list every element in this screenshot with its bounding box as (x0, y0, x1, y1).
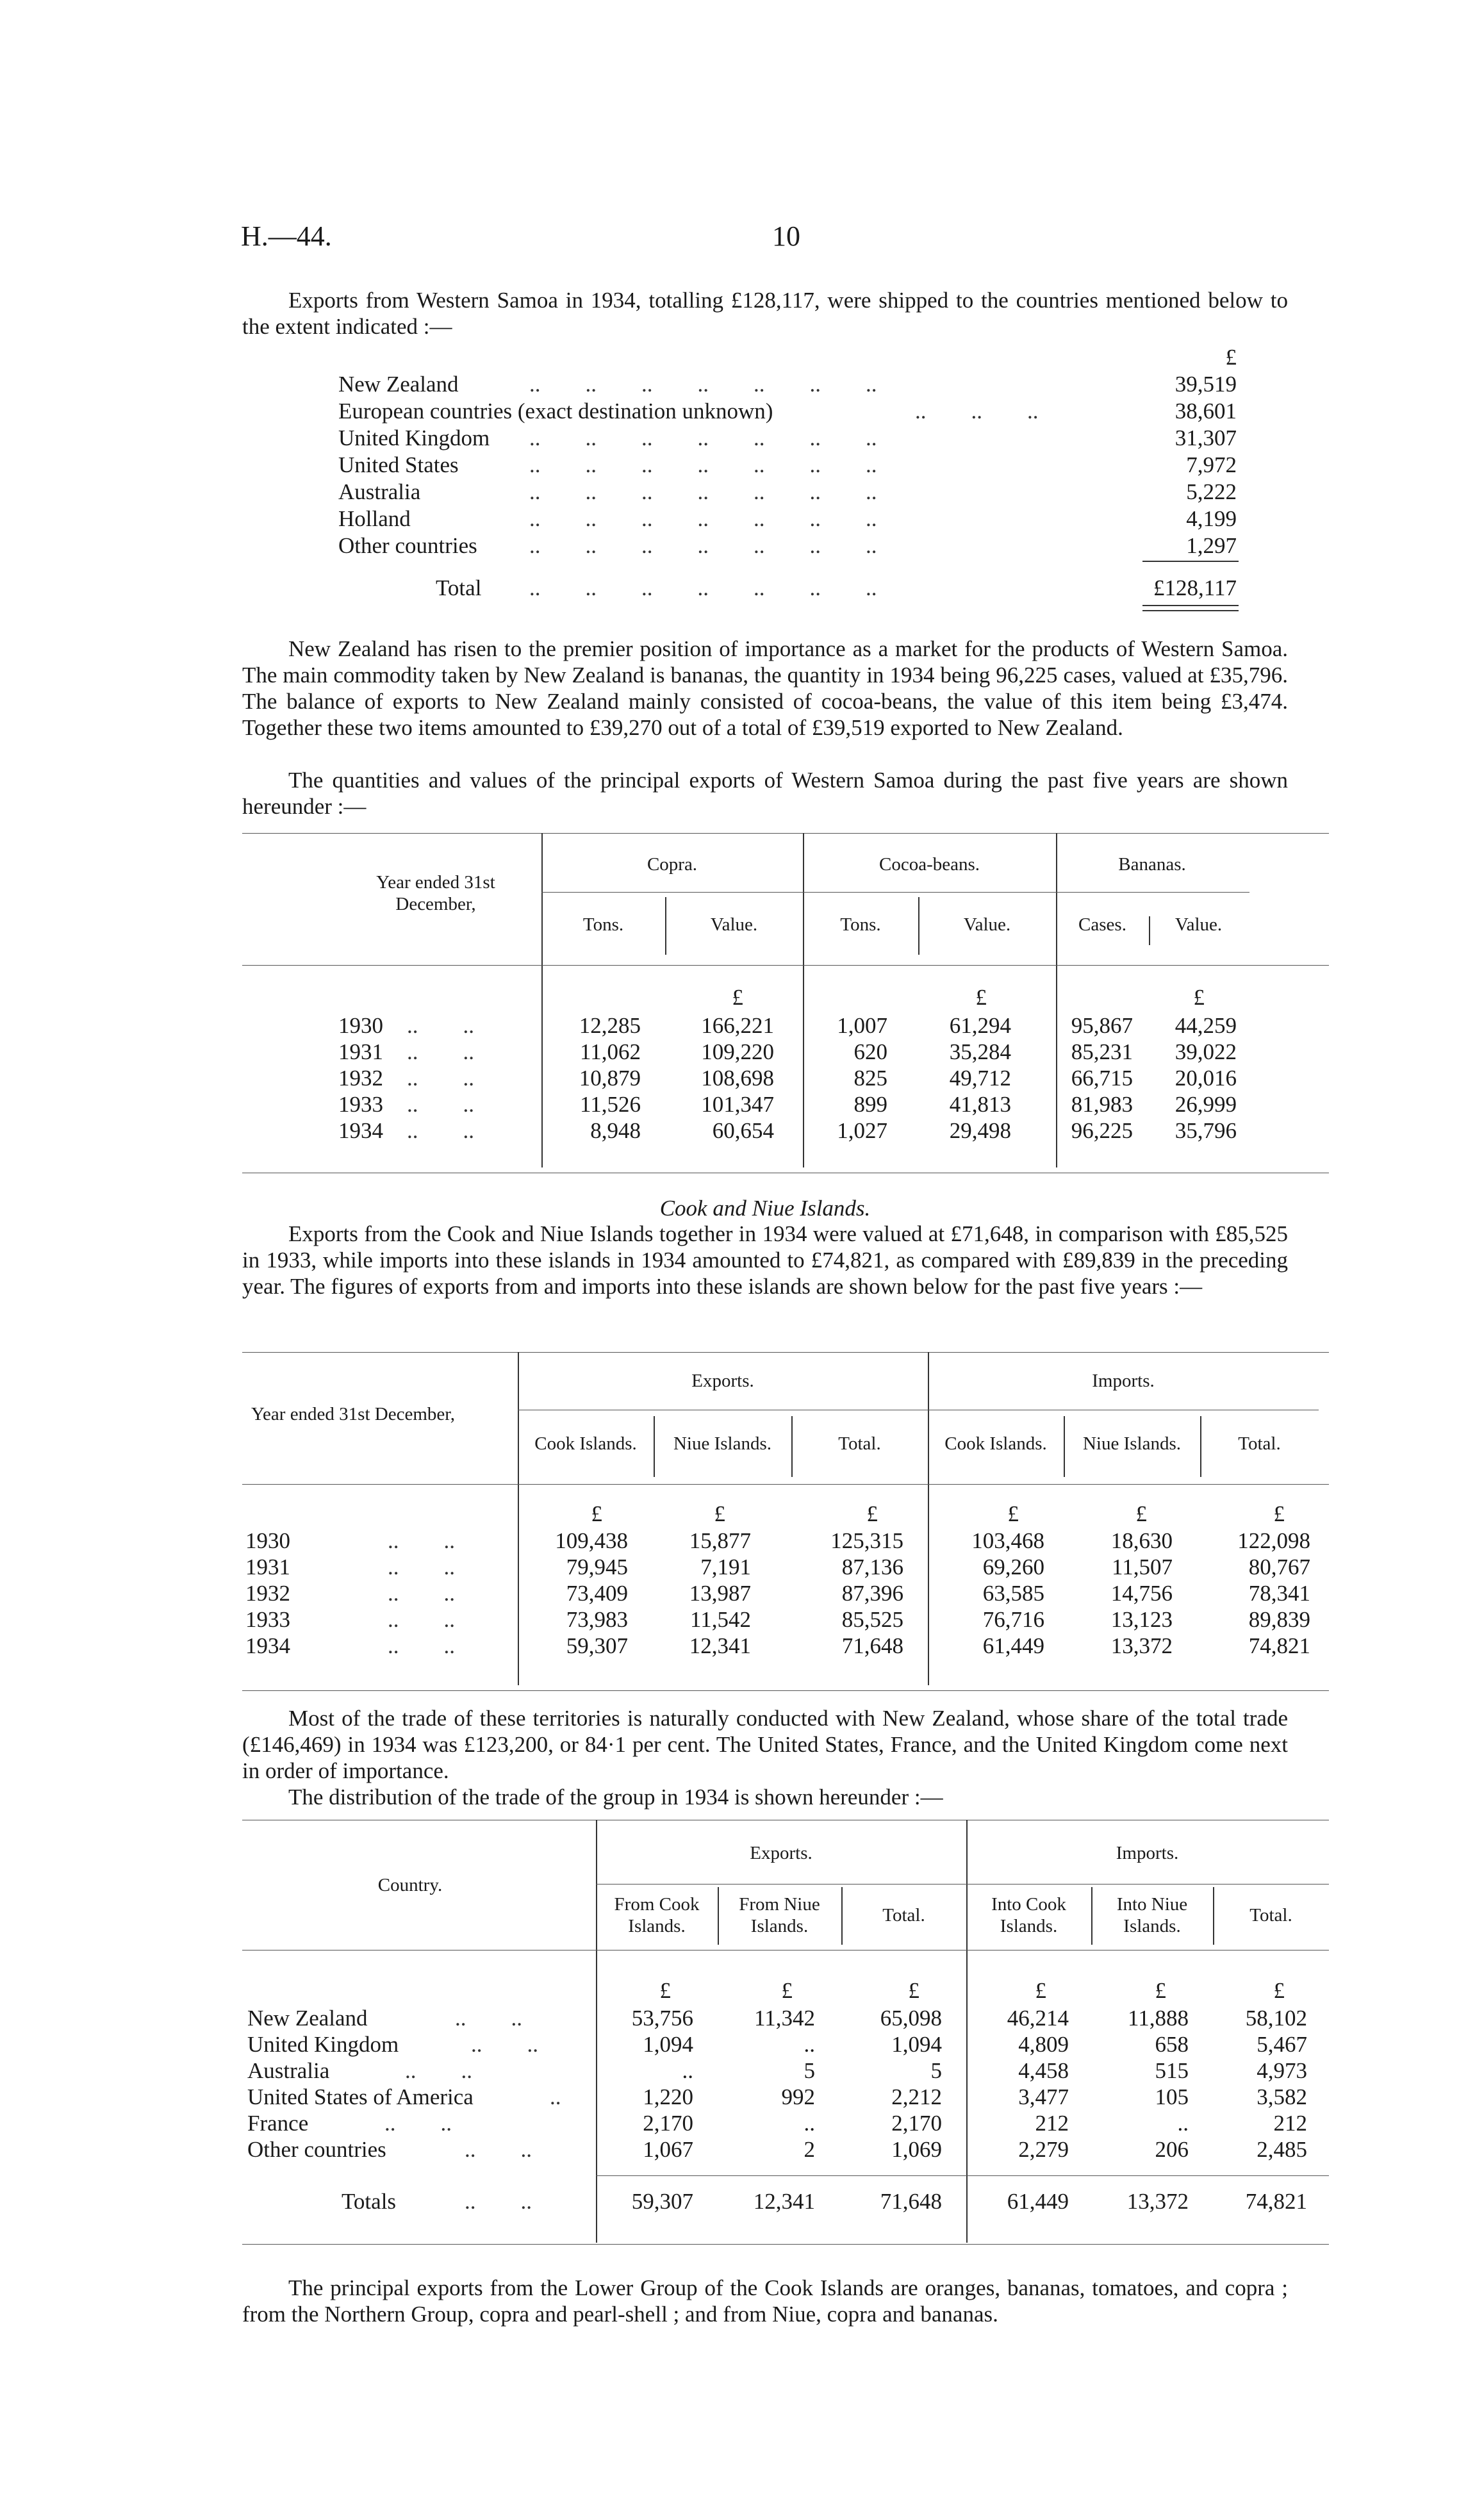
ct-sub-exp-total: Total. (838, 1433, 881, 1454)
samoa-leader-4: .. .. .. .. .. .. .. (529, 479, 877, 504)
pe-cell-1-3: 35,284 (949, 1039, 1011, 1064)
pe-cell-3-0: 11,526 (580, 1092, 641, 1117)
dt-currency-3: £ (1035, 1978, 1046, 2003)
ct-vline-main (518, 1352, 519, 1685)
samoa-leader-0: .. .. .. .. .. .. .. (529, 372, 877, 397)
ct-top-rule (242, 1352, 1329, 1353)
pe-cell-2-0: 10,879 (579, 1066, 641, 1091)
dt-cell-2-3: 4,458 (1018, 2058, 1069, 2083)
dt-total-5: 74,821 (1245, 2189, 1307, 2214)
ct-cell-0-2: 125,315 (830, 1528, 903, 1553)
pe-vline-2 (803, 833, 804, 1167)
dt-group-exports: Exports. (750, 1843, 812, 1863)
total-value: £128,117 (1153, 575, 1237, 600)
dt-cell-5-0: 1,067 (643, 2137, 693, 2162)
dt-cell-3-0: 1,220 (643, 2084, 693, 2109)
ct-cell-3-2: 85,525 (841, 1607, 903, 1632)
dt-currency-0: £ (659, 1978, 671, 2003)
ct-cell-2-2: 87,396 (841, 1581, 903, 1606)
pe-leader-1: .. .. (407, 1039, 474, 1064)
total-leader: .. .. .. .. .. .. .. (529, 575, 877, 600)
pe-group-bananas: Bananas. (1118, 854, 1186, 875)
dt-cell-4-1: .. (804, 2111, 815, 2136)
samoa-value-0: 39,519 (1175, 372, 1237, 397)
cook-niue-heading: Cook and Niue Islands. (659, 1196, 871, 1221)
pe-cell-3-4: 81,983 (1071, 1092, 1133, 1117)
ct-leader-0: .. .. (388, 1528, 455, 1553)
dt-totals-rule (596, 2175, 1329, 2176)
ct-cell-0-1: 15,877 (689, 1528, 751, 1553)
pe-leader-4: .. .. (407, 1118, 474, 1143)
samoa-leader-6: .. .. .. .. .. .. .. (529, 533, 877, 558)
dt-cell-3-4: 105 (1155, 2084, 1189, 2109)
samoa-leader-2: .. .. .. .. .. .. .. (529, 425, 877, 450)
ct-year-1: 1931 (245, 1555, 290, 1579)
dt-leader-4: .. .. (384, 2111, 452, 2136)
samoa-value-5: 4,199 (1186, 506, 1237, 531)
samoa-country-2: United Kingdom (338, 425, 490, 450)
pe-cell-2-5: 20,016 (1175, 1066, 1237, 1091)
samoa-country-1: European countries (exact destination unknown) (338, 399, 773, 424)
dt-total-2: 71,648 (880, 2189, 942, 2214)
ct-vline-mid (928, 1352, 929, 1685)
ct-cell-3-3: 76,716 (982, 1607, 1044, 1632)
dt-cell-5-3: 2,279 (1018, 2137, 1069, 2162)
ct-cell-0-3: 103,468 (971, 1528, 1044, 1553)
pe-cell-2-4: 66,715 (1071, 1066, 1133, 1091)
ct-bottom-rule (242, 1690, 1329, 1691)
dt-group-imports: Imports. (1116, 1843, 1179, 1863)
pe-group-copra: Copra. (647, 854, 698, 875)
dt-total-4: 13,372 (1126, 2189, 1189, 2214)
total-label: Total (436, 575, 482, 600)
pe-vline-copra-split (665, 897, 666, 955)
dt-vline-i1 (1091, 1887, 1092, 1945)
pe-cell-4-3: 29,498 (949, 1118, 1011, 1143)
samoa-value-1: 38,601 (1175, 399, 1237, 424)
dt-country-3: United States of America (247, 2084, 474, 2109)
dt-cell-4-3: 212 (1035, 2111, 1069, 2136)
pe-sub-copra-value: Value. (710, 914, 758, 935)
samoa-currency: £ (1225, 345, 1237, 370)
dt-cell-1-3: 4,809 (1018, 2032, 1069, 2057)
dt-leader-3: .. (550, 2084, 561, 2109)
dt-cell-2-4: 515 (1155, 2058, 1189, 2083)
ct-cell-4-0: 59,307 (566, 1633, 628, 1658)
dt-cell-1-4: 658 (1155, 2032, 1189, 2057)
dt-leader-0: .. .. (455, 2006, 522, 2031)
dt-cell-2-1: 5 (804, 2058, 815, 2083)
ct-cell-3-0: 73,983 (566, 1607, 628, 1632)
dt-sub-into-cook: Into Cook Islands. (991, 1894, 1066, 1936)
ct-sub-imp-total: Total. (1238, 1433, 1281, 1454)
samoa-country-3: United States (338, 452, 459, 477)
pe-cell-0-3: 61,294 (949, 1013, 1011, 1038)
dt-totals-leader: .. .. (465, 2189, 532, 2214)
pe-sub-cocoa-tons: Tons. (840, 914, 881, 935)
quantities-paragraph: The quantities and values of the principal exports of Western Samoa during the past five years are shown hereunder :— (242, 768, 1288, 819)
samoa-value-6: 1,297 (1186, 533, 1237, 558)
dt-cell-1-0: 1,094 (643, 2032, 693, 2057)
pe-year-4: 1934 (338, 1118, 383, 1143)
intro-paragraph: Exports from Western Samoa in 1934, totalling £128,117, were shipped to the countries mentioned below to the extent indicated :— (242, 288, 1288, 339)
pe-cell-4-5: 35,796 (1175, 1118, 1237, 1143)
ct-leader-3: .. .. (388, 1607, 455, 1632)
ct-leader-4: .. .. (388, 1633, 455, 1658)
dt-cell-1-5: 5,467 (1257, 2032, 1307, 2057)
ct-year-4: 1934 (245, 1633, 290, 1658)
ct-cell-3-4: 13,123 (1110, 1607, 1173, 1632)
dt-currency-4: £ (1155, 1978, 1166, 2003)
pe-cell-4-1: 60,654 (712, 1118, 774, 1143)
ct-year-header: Year ended 31st December, (251, 1404, 456, 1424)
dt-sub-from-niue: From Niue Islands. (739, 1894, 820, 1936)
page-number: 10 (772, 220, 800, 252)
pe-sub-cocoa-value: Value. (963, 914, 1011, 935)
ct-sub-exp-niue: Niue Islands. (673, 1433, 772, 1454)
dt-country-4: France (247, 2111, 309, 2136)
dt-currency-2: £ (908, 1978, 919, 2003)
pe-vline-1 (541, 833, 543, 1167)
dt-total-1: 12,341 (753, 2189, 815, 2214)
dt-cell-4-2: 2,170 (891, 2111, 942, 2136)
ct-cell-1-5: 80,767 (1248, 1555, 1310, 1579)
samoa-country-5: Holland (338, 506, 411, 531)
pe-cell-3-1: 101,347 (701, 1092, 774, 1117)
ct-vline-i2 (1200, 1416, 1201, 1477)
dt-currency-1: £ (781, 1978, 793, 2003)
dt-vline-i2 (1213, 1887, 1214, 1945)
samoa-value-3: 7,972 (1186, 452, 1237, 477)
samoa-leader-1: .. .. .. (915, 399, 1039, 424)
dt-cell-2-2: 5 (930, 2058, 942, 2083)
ct-sub-exp-cook: Cook Islands. (534, 1433, 637, 1454)
total-double-rule-1 (1142, 605, 1239, 606)
cook-paragraph: Exports from the Cook and Niue Islands together in 1934 were valued at £71,648, in comparison with £85,525 in 1933, while imports into these islands in 1934 amounted to £74,821, as compared with £89,839 in the preceding year. The figures of exports from and imports into these islands are shown below for the past five years :— (242, 1221, 1288, 1299)
dt-cell-0-4: 11,888 (1128, 2006, 1189, 2031)
ct-cell-2-0: 73,409 (566, 1581, 628, 1606)
dt-cell-4-4: .. (1177, 2111, 1189, 2136)
ct-currency-5: £ (1273, 1501, 1285, 1526)
pe-cell-1-4: 85,231 (1071, 1039, 1133, 1064)
pe-year-2: 1932 (338, 1066, 383, 1091)
document-ref: H.—44. (241, 220, 332, 252)
ct-cell-1-0: 79,945 (566, 1555, 628, 1579)
pe-vline-cocoa-split (918, 897, 919, 955)
pe-cell-0-0: 12,285 (579, 1013, 641, 1038)
dt-leader-5: .. .. (465, 2137, 532, 2162)
ct-vline-e1 (654, 1416, 655, 1477)
ct-sub-imp-cook: Cook Islands. (944, 1433, 1047, 1454)
dt-sub-imp-total: Total. (1249, 1905, 1292, 1926)
pe-cell-2-2: 825 (853, 1066, 887, 1091)
ct-year-3: 1933 (245, 1607, 290, 1632)
ct-year-2: 1932 (245, 1581, 290, 1606)
ct-cell-2-4: 14,756 (1110, 1581, 1173, 1606)
pe-sub-banana-cases: Cases. (1078, 914, 1126, 935)
nz-paragraph: New Zealand has risen to the premier position of importance as a market for the products of Western Samoa. The main commodity taken by New Zealand is bananas, the quantity in 1934 being 96,225 cases, valued at £35,796. The balance of exports to New Zealand mainly consisted of cocoa-beans, the value of this item being £3,474. Together these two items amounted to £39,270 out of a total of £39,519 exported to New Zealand. (242, 636, 1288, 740)
samoa-value-4: 5,222 (1186, 479, 1237, 504)
distribution-paragraph: The distribution of the trade of the group in 1934 is shown hereunder :— (288, 1785, 943, 1810)
ct-cell-1-3: 69,260 (982, 1555, 1044, 1579)
dt-cell-5-2: 1,069 (891, 2137, 942, 2162)
dt-cell-0-2: 65,098 (880, 2006, 942, 2031)
ct-year-0: 1930 (245, 1528, 290, 1553)
dt-cell-0-0: 53,756 (631, 2006, 693, 2031)
ct-header-rule (242, 1484, 1329, 1485)
ct-cell-1-4: 11,507 (1112, 1555, 1173, 1579)
total-row (436, 575, 481, 601)
dt-cell-0-5: 58,102 (1245, 2006, 1307, 2031)
samoa-country-0: New Zealand (338, 372, 459, 397)
pe-sub-copra-tons: Tons. (582, 914, 624, 935)
ct-leader-1: .. .. (388, 1555, 455, 1579)
pe-currency-bananas: £ (1193, 985, 1205, 1010)
dt-cell-2-0: .. (682, 2058, 693, 2083)
dt-cell-1-1: .. (804, 2032, 815, 2057)
dt-cell-3-1: 992 (781, 2084, 815, 2109)
dt-cell-5-4: 206 (1155, 2137, 1189, 2162)
dt-total-0: 59,307 (631, 2189, 693, 2214)
pe-cell-4-0: 8,948 (590, 1118, 641, 1143)
dt-leader-1: .. .. (471, 2032, 538, 2057)
pe-leader-2: .. .. (407, 1066, 474, 1091)
dt-vline-e2 (841, 1887, 843, 1945)
pe-currency-copra: £ (732, 985, 743, 1010)
ct-cell-2-1: 13,987 (689, 1581, 751, 1606)
pe-cell-2-1: 108,698 (701, 1066, 774, 1091)
pe-cell-0-1: 166,221 (701, 1013, 774, 1038)
pe-cell-3-3: 41,813 (949, 1092, 1011, 1117)
dt-cell-4-0: 2,170 (643, 2111, 693, 2136)
pe-cell-0-5: 44,259 (1175, 1013, 1237, 1038)
pe-sub-rule (541, 892, 1249, 893)
dt-sub-from-cook: From Cook Islands. (614, 1894, 700, 1936)
pe-top-rule (242, 833, 1329, 834)
samoa-exports-list (0, 0, 1484, 615)
samoa-leader-3: .. .. .. .. .. .. .. (529, 452, 877, 477)
pe-sub-banana-value: Value. (1175, 914, 1223, 935)
ct-currency-1: £ (714, 1501, 725, 1526)
ct-cell-4-2: 71,648 (841, 1633, 903, 1658)
dt-vline-mid (966, 1820, 968, 2243)
pe-year-header: Year ended 31st December, (376, 872, 495, 914)
final-paragraph: The principal exports from the Lower Group of the Cook Islands are oranges, bananas, tomatoes, and copra ; from the Northern Group, copra and pearl-shell ; and from Niue, copra and bananas. (242, 2275, 1288, 2327)
ct-currency-3: £ (1007, 1501, 1019, 1526)
pe-cell-0-2: 1,007 (837, 1013, 887, 1038)
ct-cell-0-5: 122,098 (1237, 1528, 1310, 1553)
ct-cell-0-0: 109,438 (555, 1528, 628, 1553)
pe-vline-banana-split (1149, 916, 1150, 945)
ct-cell-3-5: 89,839 (1248, 1607, 1310, 1632)
dt-total-3: 61,449 (1007, 2189, 1069, 2214)
dt-currency-5: £ (1273, 1978, 1285, 2003)
pe-year-1: 1931 (338, 1039, 383, 1064)
dt-country-1: United Kingdom (247, 2032, 399, 2057)
pe-leader-0: .. .. (407, 1013, 474, 1038)
dt-leader-2: .. .. (405, 2058, 472, 2083)
ct-cell-1-2: 87,136 (841, 1555, 903, 1579)
samoa-country-4: Australia (338, 479, 421, 504)
dt-cell-2-5: 4,973 (1257, 2058, 1307, 2083)
ct-group-exports: Exports. (691, 1371, 754, 1391)
samoa-value-2: 31,307 (1175, 425, 1237, 450)
dt-cell-3-3: 3,477 (1018, 2084, 1069, 2109)
dt-cell-4-5: 212 (1273, 2111, 1307, 2136)
ct-cell-4-3: 61,449 (982, 1633, 1044, 1658)
pe-currency-cocoa: £ (975, 985, 987, 1010)
ct-group-imports: Imports. (1092, 1371, 1155, 1391)
ct-cell-1-1: 7,191 (700, 1555, 751, 1579)
ct-cell-3-1: 11,542 (690, 1607, 751, 1632)
pe-year-3: 1933 (338, 1092, 383, 1117)
pe-cell-1-0: 11,062 (580, 1039, 641, 1064)
pe-cell-3-5: 26,999 (1175, 1092, 1237, 1117)
total-double-rule-2 (1142, 610, 1239, 611)
dt-header-rule (242, 1950, 1329, 1951)
pe-cell-1-2: 620 (853, 1039, 887, 1064)
pe-group-cocoa: Cocoa-beans. (878, 854, 980, 875)
dt-cell-0-3: 46,214 (1007, 2006, 1069, 2031)
ct-cell-2-5: 78,341 (1248, 1581, 1310, 1606)
total-rule (1142, 561, 1239, 562)
pe-cell-1-1: 109,220 (701, 1039, 774, 1064)
pe-header-rule (242, 965, 1329, 966)
dt-country-0: New Zealand (247, 2006, 368, 2031)
ct-leader-2: .. .. (388, 1581, 455, 1606)
ct-currency-4: £ (1135, 1501, 1147, 1526)
dt-sub-into-niue: Into Niue Islands. (1116, 1894, 1188, 1936)
dt-cell-5-5: 2,485 (1257, 2137, 1307, 2162)
samoa-leader-5: .. .. .. .. .. .. .. (529, 506, 877, 531)
ct-currency-2: £ (866, 1501, 878, 1526)
pe-cell-4-4: 96,225 (1071, 1118, 1133, 1143)
pe-year-0: 1930 (338, 1013, 383, 1038)
dt-vline-e1 (718, 1887, 719, 1945)
ct-cell-4-4: 13,372 (1110, 1633, 1173, 1658)
ct-cell-2-3: 63,585 (982, 1581, 1044, 1606)
pe-cell-4-2: 1,027 (837, 1118, 887, 1143)
dt-bottom-rule (242, 2244, 1329, 2245)
dt-country-2: Australia (247, 2058, 330, 2083)
ct-currency-0: £ (591, 1501, 602, 1526)
pe-cell-3-2: 899 (853, 1092, 887, 1117)
pe-cell-1-5: 39,022 (1175, 1039, 1237, 1064)
dt-cell-5-1: 2 (804, 2137, 815, 2162)
ct-vline-e2 (791, 1416, 793, 1477)
most-trade-paragraph: Most of the trade of these territories is naturally conducted with New Zealand, whose share of the total trade (£146,469) in 1934 was £123,200, or 84·1 per cent. The United States, France, and the United Kingdom come next in order of importance. (242, 1706, 1288, 1783)
pe-leader-3: .. .. (407, 1092, 474, 1117)
ct-cell-4-5: 74,821 (1248, 1633, 1310, 1658)
dt-sub-rule (596, 1884, 1329, 1885)
samoa-country-6: Other countries (338, 533, 477, 558)
pe-cell-2-3: 49,712 (949, 1066, 1011, 1091)
dt-sub-exp-total: Total. (882, 1905, 925, 1926)
pe-vline-3 (1056, 833, 1057, 1167)
ct-cell-0-4: 18,630 (1110, 1528, 1173, 1553)
dt-country-header: Country. (377, 1875, 443, 1895)
dt-cell-3-2: 2,212 (891, 2084, 942, 2109)
dt-cell-3-5: 3,582 (1257, 2084, 1307, 2109)
pe-cell-0-4: 95,867 (1071, 1013, 1133, 1038)
dt-cell-1-2: 1,094 (891, 2032, 942, 2057)
dt-vline-main (596, 1820, 597, 2243)
dt-country-5: Other countries (247, 2137, 386, 2162)
dt-cell-0-1: 11,342 (754, 2006, 815, 2031)
ct-sub-imp-niue: Niue Islands. (1082, 1433, 1182, 1454)
dt-totals-label: Totals (342, 2189, 397, 2214)
ct-vline-i1 (1064, 1416, 1065, 1477)
ct-cell-4-1: 12,341 (689, 1633, 751, 1658)
